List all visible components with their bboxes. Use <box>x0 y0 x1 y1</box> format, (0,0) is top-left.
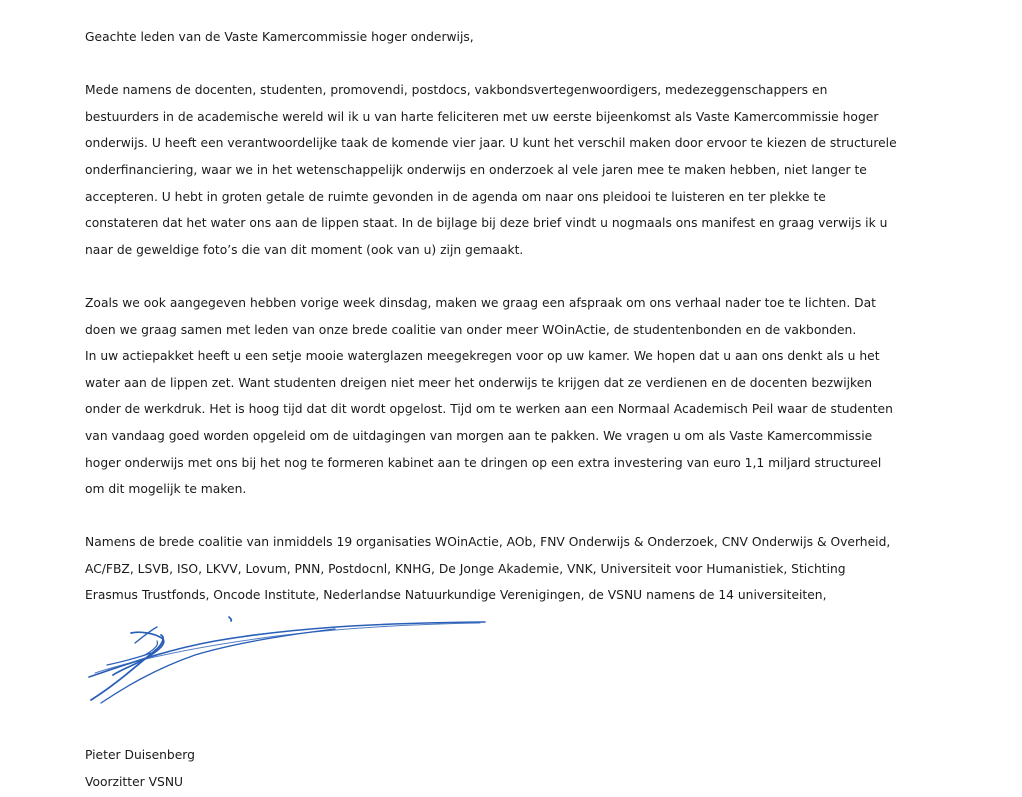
handwritten-signature <box>85 605 505 715</box>
signer-block <box>85 742 195 795</box>
signer-name: Pieter Duisenberg <box>85 748 195 762</box>
signer-title: Voorzitter VSNU <box>85 774 184 789</box>
paragraph-appointment: Zoals we ook aangegeven hebben vorige week dinsdag, maken we graag een afspraak om ons verhaal nader toe te lichten. Dat doen we graag samen met leden van onze brede coalitie van onder meer WOinActie, de studentenbonden en de vakbonden. <box>85 295 876 337</box>
paragraph-water-glasses: In uw actiepakket heeft u een setje mooie waterglazen meegekregen voor op uw kamer. We hopen dat u aan ons denkt als u het water aan de lippen zet. Want studenten dreigen niet meer het onderwijs te krijgen dat ze verdienen en de docenten bezwijken onder de werkdruk. Het is hoog tijd dat dit wordt opgelost. Tijd om te werken aan een Normaal Academisch Peil waar de studenten van vandaag goed worden opgeleid om de uitdagingen van morgen aan te pakken. We vragen u om als Vaste Kamercommissie hoger onderwijs met ons bij het nog te formeren kabinet aan te dringen op een extra investering van euro 1,1 miljard structureel om dit mogelijk te maken. <box>85 349 893 497</box>
paragraph-coalition: Namens de brede coalitie van inmiddels 19 organisaties WOinActie, AOb, FNV Onderwijs & Onderzoek, CNV Onderwijs & Overheid, AC/FBZ, LSVB, ISO, LKVV, Lovum, PNN, Postdocnl, KNHG, De Jonge Akademie, VNK, Universiteit voor Humanistiek, Stichting Erasmus Trustfonds, Oncode Institute, Nederlandse Natuurkundige Verenigingen, de VSNU namens de 14 universiteiten, <box>85 535 891 603</box>
letter-body <box>85 24 900 609</box>
paragraph-congratulations: Mede namens de docenten, studenten, promovendi, postdocs, vakbondsvertegenwoordigers, medezeggenschappers en bestuurders in de academische wereld wil ik u van harte feliciteren met uw eerste bijeenkomst als Vaste Kamercommissie hoger onderwijs. U heeft een verantwoordelijke taak de komende vier jaar. U kunt het verschil maken door ervoor te kiezen de structurele onderfinanciering, waar we in het wetenschappelijk onderwijs en onderzoek al vele jaren mee te maken hebben, niet langer te accepteren. U hebt in groten getale de ruimte gevonden in de agenda om naar ons pleidooi te luisteren en ter plekke te constateren dat het water ons aan de lippen staat. In de bijlage bij deze brief vindt u nogmaals ons manifest en graag verwijs ik u naar de geweldige foto’s die van dit moment (ook van u) zijn gemaakt. <box>85 83 897 257</box>
salutation: Geachte leden van de Vaste Kamercommissie hoger onderwijs, <box>85 30 474 44</box>
